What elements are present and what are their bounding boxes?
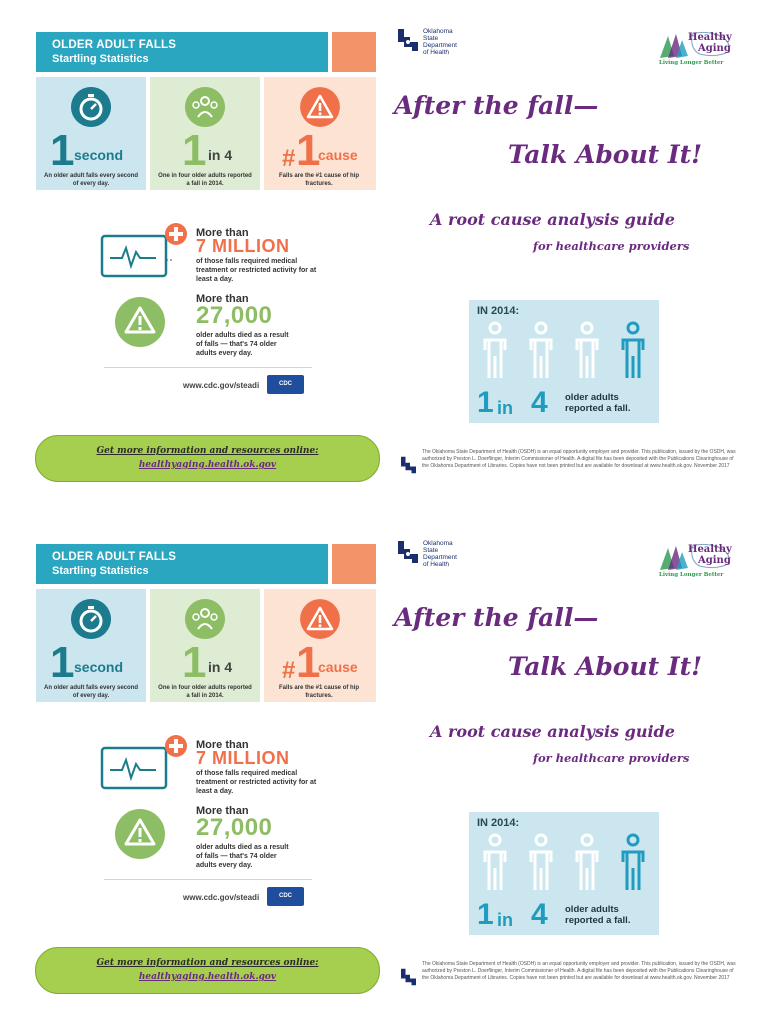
stat-number: 1 xyxy=(182,126,207,175)
infographic-subtitle: Startling Statistics xyxy=(52,53,149,65)
infographic-title: OLDER ADULT FALLS xyxy=(52,551,177,563)
stat-card-every-second xyxy=(36,77,146,190)
people-figures-icon xyxy=(477,832,651,894)
page-title-line-2: Talk About It! xyxy=(508,652,703,681)
warning-triangle-icon xyxy=(108,808,174,860)
people-figures-icon xyxy=(477,320,651,382)
panel-text: older adults reported a fall. xyxy=(565,392,631,414)
page-title-line-1: After the fall— xyxy=(394,91,599,120)
warning-triangle-icon xyxy=(300,599,340,639)
flyer-copy-bottom xyxy=(0,512,770,1024)
stopwatch-icon xyxy=(71,599,111,639)
header-accent-block xyxy=(332,32,376,72)
subtitle-line-1: A root cause analysis guide xyxy=(430,210,675,229)
osdh-name: Oklahoma State Department of Health xyxy=(423,540,457,568)
subtitle-line-2: for healthcare providers xyxy=(533,751,690,765)
panel-stat-in: in xyxy=(497,910,513,930)
healthy-aging-tagline: Living Longer Better xyxy=(659,60,724,66)
stat-a-label: More than xyxy=(196,227,249,239)
panel-stat-in: in xyxy=(497,398,513,418)
oklahoma-state-icon xyxy=(397,28,419,52)
stat-caption: Falls are the #1 cause of hip fractures. xyxy=(278,685,360,699)
stat-number: 1 xyxy=(50,126,75,175)
stat-caption: Falls are the #1 cause of hip fractures. xyxy=(278,173,360,187)
panel-text: older adults reported a fall. xyxy=(565,904,631,926)
healthy-aging-title: Healthy xyxy=(688,32,732,43)
stat-a-description: of those falls required medical treatment or restricted activity for at least a day. xyxy=(196,770,317,795)
stat-number: 1 xyxy=(296,638,321,687)
stat-b-label: More than xyxy=(196,293,249,305)
resources-heading: Get more information and resources online: xyxy=(96,446,319,456)
stat-b-value: 27,000 xyxy=(196,302,273,329)
cdc-logo: CDC xyxy=(267,375,304,394)
stat-caption: One in four older adults reported a fall in 2014. xyxy=(158,685,252,699)
stat-word: second xyxy=(74,659,124,675)
infographic-header xyxy=(36,544,328,584)
stat-card-one-in-four xyxy=(150,77,260,190)
panel-stat-one: 1 xyxy=(477,898,494,931)
stat-card-one-in-four xyxy=(150,589,260,702)
stat-caption: An older adult falls every second of every day. xyxy=(43,685,139,699)
healthy-aging-title: Healthy xyxy=(688,544,732,555)
stat-b-value: 27,000 xyxy=(196,814,273,841)
people-group-icon xyxy=(185,87,225,127)
stat-a-description: of those falls required medical treatment or restricted activity for at least a day. xyxy=(196,258,317,283)
subtitle-line-2: for healthcare providers xyxy=(533,239,690,253)
stat-number: 1 xyxy=(50,638,75,687)
stat-word: cause xyxy=(318,659,358,675)
divider xyxy=(104,879,312,880)
warning-triangle-icon xyxy=(108,296,174,348)
stat-b-description: older adults died as a result of falls — that's 74 older adults every day. xyxy=(196,332,289,357)
plus-icon xyxy=(164,222,188,246)
stat-caption: An older adult falls every second of every day. xyxy=(43,173,139,187)
healthy-aging-title-2: Aging xyxy=(698,555,731,566)
healthy-aging-title-2: Aging xyxy=(698,43,731,54)
plus-icon xyxy=(164,734,188,758)
resources-banner xyxy=(35,947,380,994)
oklahoma-state-icon xyxy=(400,456,417,474)
people-group-icon xyxy=(185,599,225,639)
panel-year: IN 2014: xyxy=(477,817,520,829)
stat-word: cause xyxy=(318,147,358,163)
oklahoma-state-icon xyxy=(400,968,417,986)
page-title-line-1: After the fall— xyxy=(394,603,599,632)
warning-triangle-icon xyxy=(300,87,340,127)
page-title-line-2: Talk About It! xyxy=(508,140,703,169)
resources-heading: Get more information and resources online: xyxy=(96,958,319,968)
stat-hash: # xyxy=(282,657,296,684)
stat-number: 1 xyxy=(182,638,207,687)
heart-monitor-icon xyxy=(100,746,174,792)
healthy-aging-tagline: Living Longer Better xyxy=(659,572,724,578)
stat-word: in 4 xyxy=(208,659,233,675)
stat-hash: # xyxy=(282,145,296,172)
infographic-header xyxy=(36,32,328,72)
oklahoma-state-icon xyxy=(397,540,419,564)
panel-stat-four: 4 xyxy=(531,898,548,931)
stat-card-number-one-cause xyxy=(264,589,376,702)
stat-a-label: More than xyxy=(196,739,249,751)
stat-number: 1 xyxy=(296,126,321,175)
fine-print: The Oklahoma State Department of Health (OSDH) is an equal opportunity employer and provider. This publication, issued by the OSDH, was authorized by Preston L. Doerflinger, Interim Commissioner of Health. A digital file has been deposited with the Publications Clearinghouse of the Oklahoma Department of Libraries. Copies have not been printed but are available for download at www.health.ok.gov. November 2017 xyxy=(422,961,736,981)
heart-monitor-icon xyxy=(100,234,174,280)
cdc-logo: CDC xyxy=(267,887,304,906)
header-accent-block xyxy=(332,544,376,584)
resources-banner xyxy=(35,435,380,482)
cdc-url[interactable]: www.cdc.gov/steadi xyxy=(183,381,260,390)
osdh-name: Oklahoma State Department of Health xyxy=(423,28,457,56)
stat-word: in 4 xyxy=(208,147,233,163)
panel-year: IN 2014: xyxy=(477,305,520,317)
stats-2014-panel xyxy=(469,812,659,935)
panel-stat-one: 1 xyxy=(477,386,494,419)
resources-link[interactable]: healthyaging.health.ok.gov xyxy=(138,972,277,982)
stat-card-every-second xyxy=(36,589,146,702)
stat-caption: One in four older adults reported a fall in 2014. xyxy=(158,173,252,187)
cdc-url[interactable]: www.cdc.gov/steadi xyxy=(183,893,260,902)
stat-a-value: 7 MILLION xyxy=(196,748,290,768)
panel-stat-four: 4 xyxy=(531,386,548,419)
divider xyxy=(104,367,312,368)
stat-card-number-one-cause xyxy=(264,77,376,190)
stat-b-label: More than xyxy=(196,805,249,817)
stat-word: second xyxy=(74,147,124,163)
stat-b-description: older adults died as a result of falls — that's 74 older adults every day. xyxy=(196,844,289,869)
resources-link[interactable]: healthyaging.health.ok.gov xyxy=(138,460,277,470)
stat-a-value: 7 MILLION xyxy=(196,236,290,256)
stopwatch-icon xyxy=(71,87,111,127)
infographic-title: OLDER ADULT FALLS xyxy=(52,39,177,51)
stats-2014-panel xyxy=(469,300,659,423)
infographic-subtitle: Startling Statistics xyxy=(52,565,149,577)
subtitle-line-1: A root cause analysis guide xyxy=(430,722,675,741)
fine-print: The Oklahoma State Department of Health (OSDH) is an equal opportunity employer and provider. This publication, issued by the OSDH, was authorized by Preston L. Doerflinger, Interim Commissioner of Health. A digital file has been deposited with the Publications Clearinghouse of the Oklahoma Department of Libraries. Copies have not been printed but are available for download at www.health.ok.gov. November 2017 xyxy=(422,449,736,469)
